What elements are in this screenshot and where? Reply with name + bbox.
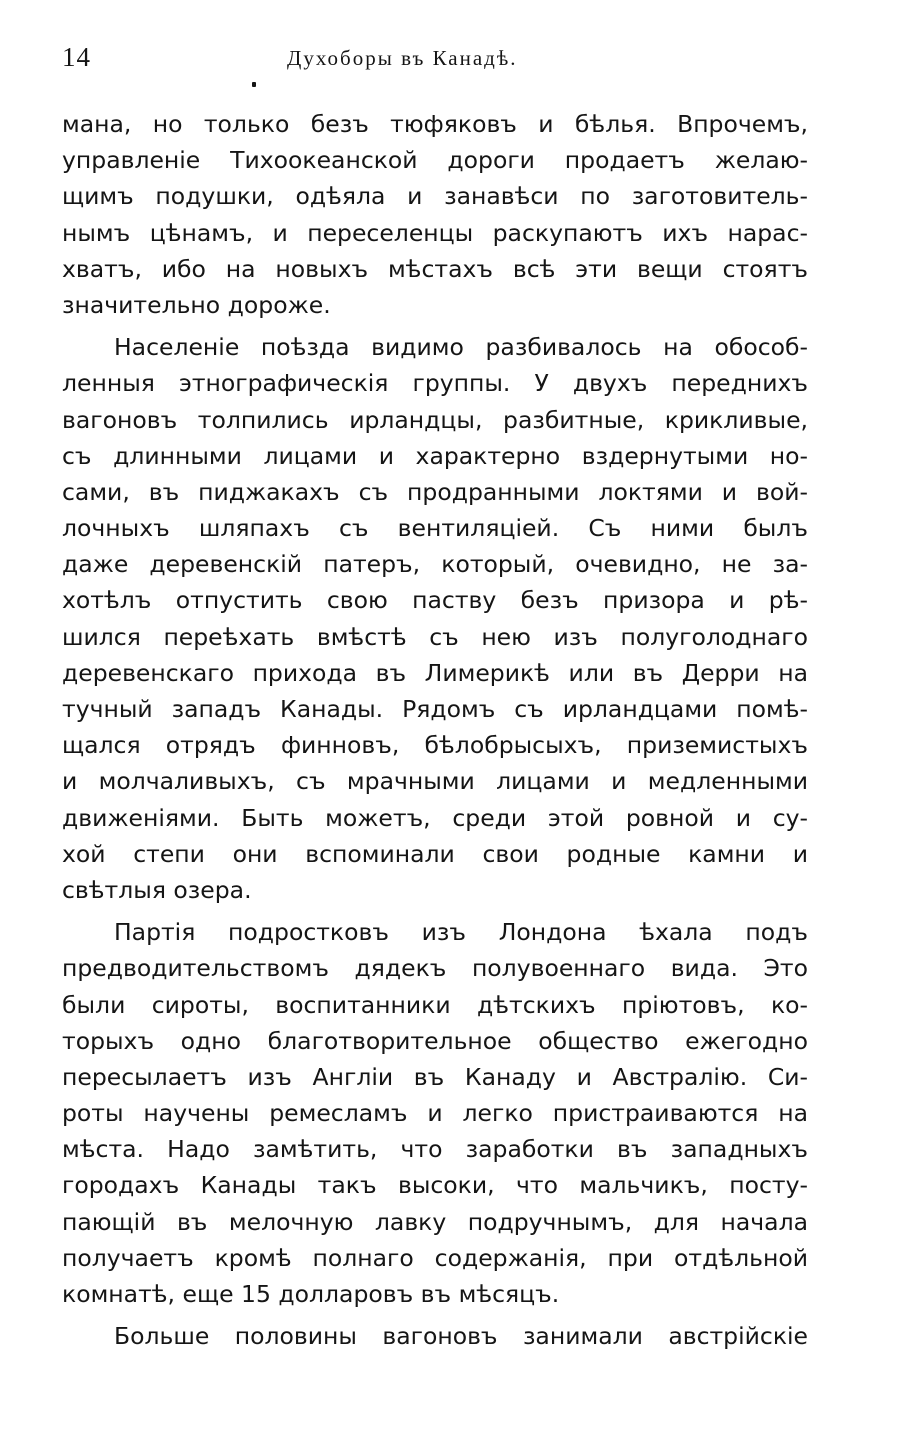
text-line: нымъ цѣнамъ, и переселенцы раскупаютъ ихъ нарас- bbox=[62, 218, 808, 247]
text-line: хотѣлъ отпустить свою паству безъ призора и рѣ- bbox=[62, 586, 808, 615]
text-line: получаетъ кромѣ полнаго содержанія, при отдѣльной bbox=[62, 1243, 808, 1272]
text-line: торыхъ одно благотворительное общество ежегодно bbox=[62, 1026, 808, 1055]
text-line: роты научены ремесламъ и легко пристраиваются на bbox=[62, 1099, 808, 1128]
text-line: хватъ, ибо на новыхъ мѣстахъ всѣ эти вещи стоятъ bbox=[62, 254, 808, 283]
text-line: Больше половины вагоновъ занимали австрійскіе bbox=[114, 1322, 808, 1351]
text-line: управленіе Тихоокеанской дороги продаетъ желаю- bbox=[62, 146, 808, 175]
text-line: были сироты, воспитанники дѣтскихъ пріютовъ, ко- bbox=[62, 990, 808, 1019]
text-line: шился переѣхать вмѣстѣ съ нею изъ полуголоднаго bbox=[62, 622, 808, 651]
text-line: сами, въ пиджакахъ съ продранными локтями и вой- bbox=[62, 477, 808, 506]
text-line: хой степи они вспоминали свои родные камни и bbox=[62, 839, 808, 868]
text-line: Партія подростковъ изъ Лондона ѣхала подъ bbox=[114, 918, 808, 947]
paragraph bbox=[62, 914, 808, 1312]
print-speck bbox=[252, 82, 256, 87]
text-line: даже деревенскій патеръ, который, очевидно, не за- bbox=[62, 550, 808, 579]
text-line: Населеніе поѣзда видимо разбивалось на обособ- bbox=[114, 333, 808, 362]
text-line: деревенскаго прихода въ Лимерикѣ или въ Дерри на bbox=[62, 658, 808, 687]
text-line: ленныя этнографическія группы. У двухъ переднихъ bbox=[62, 369, 808, 398]
text-line: тучный западъ Канады. Рядомъ съ ирландцами помѣ- bbox=[62, 695, 808, 723]
paragraph bbox=[62, 106, 808, 323]
text-line: предводительствомъ дядекъ полувоеннаго вида. Это bbox=[62, 954, 808, 983]
text-line: комнатѣ, еще 15 долларовъ въ мѣсяцъ. bbox=[62, 1280, 560, 1308]
paragraph bbox=[62, 1318, 808, 1354]
text-line: и молчаливыхъ, съ мрачными лицами и медленными bbox=[62, 767, 808, 796]
text-line: свѣтлыя озера. bbox=[62, 875, 252, 904]
running-title: Духоборы въ Канадѣ. bbox=[287, 46, 518, 70]
text-line: пающій въ мелочную лавку подручнымъ, для начала bbox=[62, 1207, 808, 1236]
text-line: вагоновъ толпились ирландцы, разбитные, крикливые, bbox=[62, 405, 808, 434]
body-text bbox=[62, 106, 808, 1360]
text-line: пересылаетъ изъ Англіи въ Канаду и Австралію. Си- bbox=[62, 1062, 808, 1091]
text-line: мана, но только безъ тюфяковъ и бѣлья. Впрочемъ, bbox=[62, 110, 808, 138]
text-line: лочныхъ шляпахъ съ вентиляціей. Съ ними былъ bbox=[62, 514, 808, 543]
text-line: городахъ Канады такъ высоки, что мальчикъ, посту- bbox=[62, 1171, 808, 1200]
paragraph bbox=[62, 329, 808, 908]
page-header bbox=[62, 42, 808, 82]
page-number: 14 bbox=[62, 42, 91, 72]
text-line: щимъ подушки, одѣяла и занавѣси по заготовитель- bbox=[62, 182, 808, 211]
text-line: съ длинными лицами и характерно вздернутыми но- bbox=[62, 441, 808, 470]
text-line: движеніями. Быть можетъ, среди этой ровной и су- bbox=[62, 803, 808, 832]
text-line: значительно дороже. bbox=[62, 290, 331, 319]
text-line: мѣста. Надо замѣтить, что заработки въ западныхъ bbox=[62, 1135, 808, 1164]
text-line: щался отрядъ финновъ, бѣлобрысыхъ, приземистыхъ bbox=[62, 731, 808, 760]
